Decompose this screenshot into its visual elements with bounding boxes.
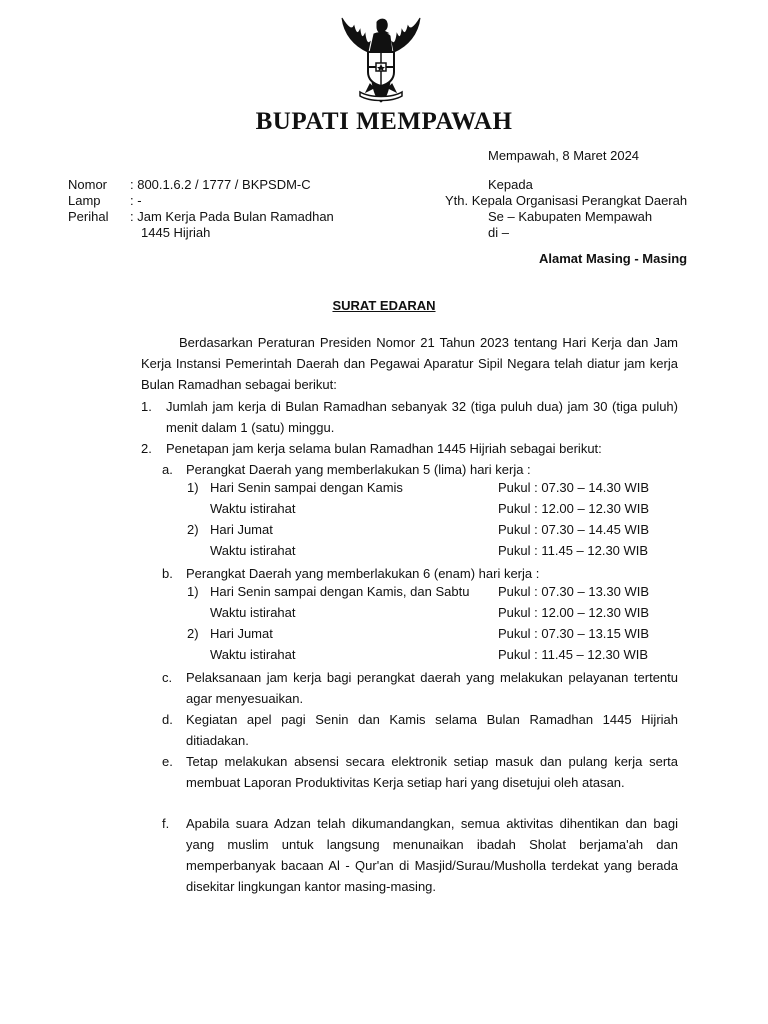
document-title: BUPATI MEMPAWAH [255,108,513,135]
a2-number: 2) [187,522,199,537]
sub-item-e-text: Tetap melakukan absensi secara elektronik setiap masuk dan pulang kerja serta membuat Laporan Produktivitas Kerja setiap hari yang disetujui oleh atasan. [186,754,678,790]
nomor-label: Nomor [68,177,108,192]
sub-item-a-letter: a. [162,462,173,477]
b2-day: Hari Jumat [210,626,273,641]
b1-break: Waktu istirahat [210,605,296,620]
a2-break-time: Pukul : 11.45 – 12.30 WIB [498,543,649,558]
perihal-value: : Jam Kerja Pada Bulan Ramadhan [130,209,334,224]
sub-item-f-letter: f. [162,816,170,831]
a2-time: Pukul : 07.30 – 14.45 WIB [498,522,650,537]
a1-break: Waktu istirahat [210,501,296,516]
sub-item-f [162,813,678,897]
list-item-1-text: Jumlah jam kerja di Bulan Ramadhan sebanyak 32 (tiga puluh dua) jam 30 (tiga puluh) menit dalam 1 (satu) minggu. [166,399,678,435]
sub-item-e-letter: e. [162,754,173,769]
a1-day: Hari Senin sampai dengan Kamis [210,480,403,495]
recipient-kepada: Kepada [488,177,533,192]
surat-edaran-heading: SURAT EDARAN [332,298,436,313]
sub-item-c-text: Pelaksanaan jam kerja bagi perangkat daerah yang melakukan pelayanan tertentu agar menyesuaikan. [186,670,678,706]
intro-paragraph: Berdasarkan Peraturan Presiden Nomor 21 Tahun 2023 tentang Hari Kerja dan Jam Kerja Instansi Pemerintah Daerah dan Pegawai Aparatur Sipil Negara telah diatur jam kerja Bulan Ramadhan sebagai berikut: [141,335,678,392]
sub-item-b [162,563,678,584]
a2-break: Waktu istirahat [210,543,296,558]
b1-time: Pukul : 07.30 – 13.30 WIB [498,584,650,599]
sub-item-e [162,751,678,793]
b1-number: 1) [187,584,199,599]
recipient-di: di – [488,225,509,240]
sub-item-d [162,709,678,751]
sub-item-c-letter: c. [162,670,173,685]
b2-number: 2) [187,626,199,641]
sub-item-d-text: Kegiatan apel pagi Senin dan Kamis selama Bulan Ramadhan 1445 Hijriah ditiadakan. [186,712,678,748]
sub-item-d-letter: d. [162,712,173,727]
b2-break-time: Pukul : 11.45 – 12.30 WIB [498,647,649,662]
recipient-alamat: Alamat Masing - Masing [539,251,688,266]
perihal-label: Perihal [68,209,109,224]
nomor-value: : 800.1.6.2 / 1777 / BKPSDM-C [130,177,311,192]
sub-item-a-text: Perangkat Daerah yang memberlakukan 5 (lima) hari kerja : [186,462,531,477]
list-item-2-text: Penetapan jam kerja selama bulan Ramadhan 1445 Hijriah sebagai berikut: [166,441,602,456]
b2-time: Pukul : 07.30 – 13.15 WIB [498,626,650,641]
recipient-se: Se – Kabupaten Mempawah [488,209,653,224]
sub-item-c [162,667,678,709]
a1-time: Pukul : 07.30 – 14.30 WIB [498,480,650,495]
sub-item-f-text: Apabila suara Adzan telah dikumandangkan, semua aktivitas dihentikan dan bagi yang muslim untuk langsung menunaikan ibadah Sholat berjama'ah dan memperbanyak bacaan Al - Qur'an di Masjid/Surau/Musholla terdekat yang berada disekitar lingkungan kantor masing-masing. [186,816,678,894]
garuda-emblem-icon [330,12,432,106]
a1-break-time: Pukul : 12.00 – 12.30 WIB [498,501,650,516]
list-item-1 [141,396,678,438]
place-date: Mempawah, 8 Maret 2024 [488,148,640,163]
b2-break: Waktu istirahat [210,647,296,662]
list-item-1-number: 1. [141,399,152,414]
sub-item-a [162,459,678,480]
a2-day: Hari Jumat [210,522,273,537]
b1-break-time: Pukul : 12.00 – 12.30 WIB [498,605,650,620]
recipient-yth: Yth. Kepala Organisasi Perangkat Daerah [445,193,688,208]
a1-number: 1) [187,480,199,495]
b1-day: Hari Senin sampai dengan Kamis, dan Sabtu [210,584,470,599]
lamp-value: : - [130,193,142,208]
list-item-2 [141,438,678,459]
lamp-label: Lamp [68,193,101,208]
sub-item-b-text: Perangkat Daerah yang memberlakukan 6 (enam) hari kerja : [186,566,540,581]
sub-item-b-letter: b. [162,566,173,581]
list-item-2-number: 2. [141,441,152,456]
perihal-value-line2: 1445 Hijriah [141,225,211,240]
